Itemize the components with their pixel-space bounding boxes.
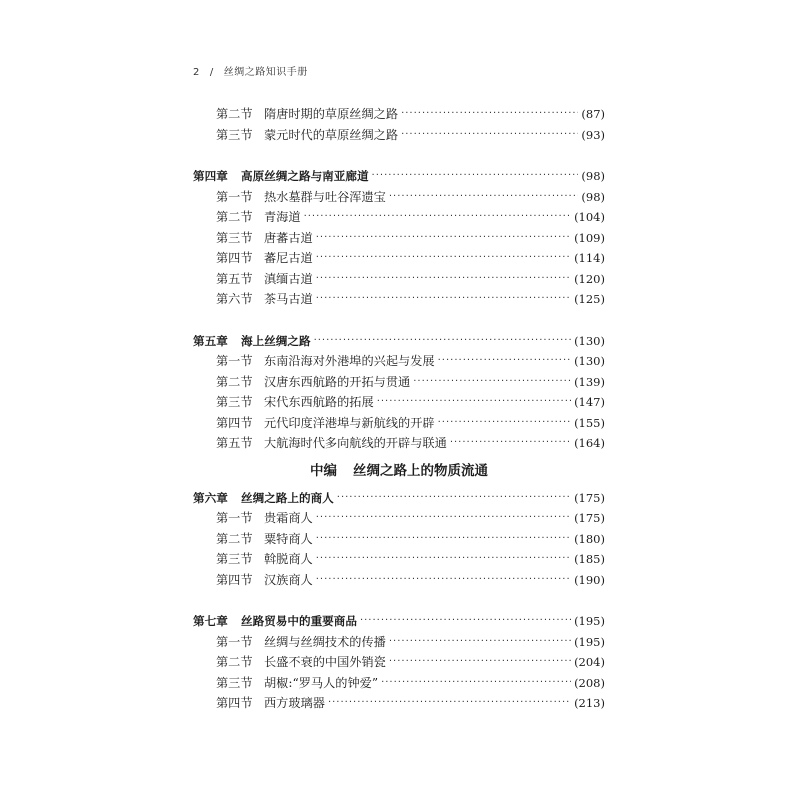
page-ref: (104) (574, 210, 605, 224)
toc-section-row (193, 351, 605, 372)
toc-chapter-row (193, 488, 605, 509)
page-ref: (155) (574, 415, 605, 430)
leader-dots (337, 488, 571, 508)
toc-section-row (193, 529, 605, 550)
leader-dots (401, 104, 578, 124)
section-title: 斡脱商人 (264, 552, 313, 566)
toc-section-row (193, 570, 605, 591)
section-label: 第一节 (216, 511, 253, 525)
section-title: 汉唐东西航路的开拓与贯通 (264, 374, 411, 389)
leader-dots (389, 632, 571, 652)
page-ref: (180) (574, 531, 605, 546)
leader-dots (381, 673, 571, 693)
part-label: 中编 (310, 462, 337, 479)
page-ref: (147) (574, 395, 605, 409)
leader-dots (316, 228, 571, 248)
toc-section-row (193, 228, 605, 249)
section-title: 西方玻璃器 (264, 696, 325, 710)
section-title: 长盛不衰的中国外销瓷 (264, 655, 386, 669)
toc-section-row (193, 207, 605, 228)
section-title: 胡椒:“罗马人的钟爱” (264, 675, 379, 690)
leader-dots (372, 166, 579, 186)
section-title: 隋唐时期的草原丝绸之路 (264, 107, 399, 121)
page-ref: (195) (574, 614, 605, 628)
leader-dots (450, 433, 571, 453)
toc-section-row (193, 125, 605, 146)
page-ref: (204) (574, 655, 605, 669)
leader-dots (438, 351, 571, 371)
section-title: 蕃尼古道 (264, 251, 313, 265)
toc-chapter-row (193, 166, 605, 187)
section-label: 第二节 (216, 374, 253, 389)
section-label: 第六节 (216, 292, 253, 306)
leader-dots (401, 125, 578, 145)
toc-section-row (193, 413, 605, 434)
section-label: 第三节 (216, 127, 253, 142)
toc-section-row (193, 269, 605, 290)
section-title: 茶马古道 (264, 292, 313, 306)
leader-dots (316, 508, 571, 528)
chapter-title: 丝绸之路上的商人 (241, 490, 334, 505)
toc-section-row (193, 549, 605, 570)
leader-dots (314, 331, 571, 351)
page-ref: (130) (574, 333, 605, 348)
toc-section-row (193, 508, 605, 529)
section-label: 第三节 (216, 552, 253, 566)
page-ref: (208) (574, 675, 605, 690)
page-ref: (195) (574, 634, 605, 649)
chapter-label: 第四章 (193, 169, 228, 183)
section-title: 宋代东西航路的拓展 (264, 395, 374, 409)
section-label: 第五节 (216, 436, 253, 450)
section-label: 第五节 (216, 271, 253, 286)
section-label: 第三节 (216, 395, 253, 409)
toc-section-row (193, 248, 605, 269)
page-ref: (120) (574, 271, 605, 286)
page-ref: (139) (574, 374, 605, 389)
leader-dots (316, 248, 571, 268)
leader-dots (304, 207, 572, 227)
page-ref: (213) (574, 696, 605, 710)
leader-dots (389, 187, 579, 207)
leader-dots (328, 693, 571, 713)
toc-section-row (193, 104, 605, 125)
section-title: 蒙元时代的草原丝绸之路 (264, 127, 399, 142)
leader-dots (360, 611, 571, 631)
part-heading (193, 456, 605, 486)
toc-section-row (193, 392, 605, 413)
section-label: 第四节 (216, 415, 253, 430)
section-title: 元代印度洋港埠与新航线的开辟 (264, 415, 435, 430)
section-label: 第一节 (216, 634, 253, 649)
running-header (193, 63, 308, 78)
toc-section-row (193, 632, 605, 653)
chapter-label: 第七章 (193, 614, 228, 628)
page-ref: (98) (581, 169, 605, 183)
page-ref: (93) (581, 127, 605, 142)
section-title: 丝绸与丝绸技术的传播 (264, 634, 386, 649)
part-title: 丝绸之路上的物质流通 (353, 462, 488, 479)
section-label: 第一节 (216, 189, 253, 204)
toc-chapter-row (193, 611, 605, 632)
leader-dots (316, 570, 571, 590)
leader-dots (413, 372, 571, 392)
section-label: 第二节 (216, 210, 253, 224)
toc-chapter-row (193, 331, 605, 352)
page-ref: (175) (574, 511, 605, 525)
page-ref: (190) (574, 572, 605, 587)
section-label: 第四节 (216, 251, 253, 265)
page-number: 2 (193, 67, 200, 78)
toc-section-row (193, 673, 605, 694)
section-title: 热水墓群与吐谷浑遗宝 (264, 189, 386, 204)
section-label: 第二节 (216, 107, 253, 121)
section-title: 东南沿海对外港埠的兴起与发展 (264, 354, 435, 368)
section-label: 第三节 (216, 675, 253, 690)
page-ref: (109) (574, 230, 605, 245)
page-ref: (175) (574, 490, 605, 505)
section-title: 青海道 (264, 210, 301, 224)
toc-section-row (193, 433, 605, 454)
section-title: 唐蕃古道 (264, 230, 313, 245)
section-title: 汉族商人 (264, 572, 313, 587)
leader-dots (316, 269, 571, 289)
section-title: 大航海时代多向航线的开辟与联通 (264, 436, 447, 450)
chapter-label: 第五章 (193, 333, 228, 348)
section-label: 第二节 (216, 531, 253, 546)
toc-section-row (193, 372, 605, 393)
toc-section-row (193, 652, 605, 673)
page-ref: (98) (581, 189, 605, 204)
page-ref: (87) (581, 107, 605, 121)
leader-dots (316, 529, 571, 549)
page-ref: (125) (574, 292, 605, 306)
chapter-label: 第六章 (193, 490, 228, 505)
leader-dots (316, 289, 571, 309)
section-label: 第四节 (216, 572, 253, 587)
section-label: 第四节 (216, 696, 253, 710)
toc-section-row (193, 693, 605, 714)
page-ref: (164) (574, 436, 605, 450)
leader-dots (438, 413, 571, 433)
page-ref: (185) (574, 552, 605, 566)
book-title: 丝绸之路知识手册 (223, 67, 308, 78)
section-title: 贵霜商人 (264, 511, 313, 525)
toc-section-row (193, 289, 605, 310)
page-ref: (130) (574, 354, 605, 368)
chapter-title: 高原丝绸之路与南亚廊道 (241, 169, 369, 183)
chapter-title: 海上丝绸之路 (241, 333, 311, 348)
table-of-contents (193, 104, 605, 714)
leader-dots (316, 549, 571, 569)
header-separator: / (209, 67, 214, 78)
toc-section-row (193, 187, 605, 208)
section-title: 粟特商人 (264, 531, 313, 546)
page-ref: (114) (574, 251, 605, 265)
section-title: 滇缅古道 (264, 271, 313, 286)
leader-dots (377, 392, 571, 412)
section-label: 第三节 (216, 230, 253, 245)
section-label: 第一节 (216, 354, 253, 368)
leader-dots (389, 652, 571, 672)
chapter-title: 丝路贸易中的重要商品 (241, 614, 357, 628)
section-label: 第二节 (216, 655, 253, 669)
